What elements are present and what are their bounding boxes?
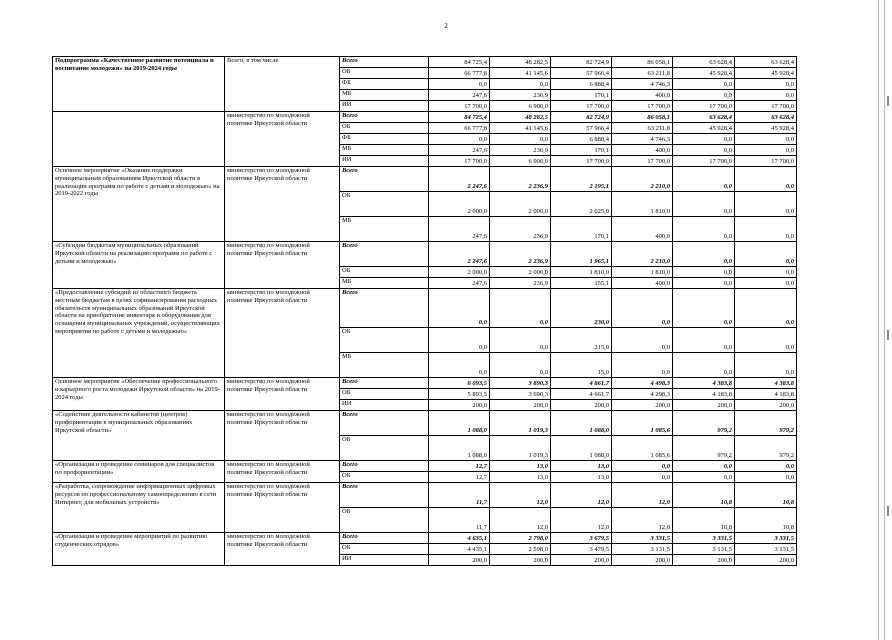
budget-table [52, 56, 797, 566]
funding-source: ФБ [340, 79, 429, 90]
amount-cell: 3 479,5 [551, 544, 612, 555]
amount-cell: 11,7 [429, 483, 490, 508]
funding-source: ОБ [340, 544, 429, 555]
amount-cell: 0,0 [490, 289, 551, 328]
amount-cell: 41 145,6 [490, 68, 551, 79]
amount-cell: 230,0 [551, 289, 612, 328]
amount-cell: 0,0 [673, 289, 735, 328]
executor-name: министерство по молодежной политике Иркутской области [225, 112, 340, 167]
amount-cell: 63 628,4 [735, 112, 797, 123]
activity-name: Основное мероприятие «Обеспечение профессионального и карьерного роста молодежи Иркутской области» на 2019-2024 годы [53, 378, 225, 411]
amount-cell: 236,9 [490, 90, 551, 101]
amount-cell: 57 966,4 [551, 123, 612, 134]
executor-name: министерство по молодежной политике Иркутской области [225, 167, 340, 242]
amount-cell: 979,2 [673, 436, 735, 461]
amount-cell: 0,0 [490, 79, 551, 90]
amount-cell: 236,9 [490, 145, 551, 156]
amount-cell: 12,7 [429, 472, 490, 483]
amount-cell: 1 085,6 [612, 436, 673, 461]
amount-cell: 3 679,5 [551, 533, 612, 544]
amount-cell: 3 331,5 [612, 533, 673, 544]
amount-cell: 86 058,1 [612, 112, 673, 123]
funding-source: МБ [340, 145, 429, 156]
amount-cell: 0,0 [490, 328, 551, 353]
amount-cell: 63 628,4 [673, 112, 735, 123]
funding-source: Всего [340, 461, 429, 472]
table-row [53, 411, 797, 436]
amount-cell: 200,0 [551, 400, 612, 411]
activity-name: «Содействие деятельности кабинетов (центров) профориентации в муниципальных образованиях Иркутской области» [53, 411, 225, 461]
amount-cell: 400,0 [612, 90, 673, 101]
amount-cell: 12,0 [490, 483, 551, 508]
funding-source: Всего [340, 483, 429, 508]
amount-cell: 57 966,4 [551, 68, 612, 79]
amount-cell: 13,0 [551, 461, 612, 472]
budget-table-body [53, 57, 797, 566]
amount-cell: 17 700,0 [612, 156, 673, 167]
amount-cell: 13,0 [551, 472, 612, 483]
table-row [53, 461, 797, 472]
funding-source: ОБ [340, 68, 429, 79]
amount-cell: 200,0 [429, 555, 490, 566]
amount-cell: 1 810,0 [612, 267, 673, 278]
executor-name: министерство по молодежной политике Иркутской области [225, 483, 340, 533]
amount-cell: 200,0 [490, 400, 551, 411]
amount-cell: 3 131,5 [612, 544, 673, 555]
amount-cell: 0,0 [735, 289, 797, 328]
amount-cell: 4 183,8 [673, 389, 735, 400]
amount-cell: 0,0 [735, 192, 797, 217]
amount-cell: 0,0 [612, 353, 673, 378]
amount-cell: 2 000,0 [490, 267, 551, 278]
amount-cell: 0,0 [429, 134, 490, 145]
executor-name: Всего, в том числе [225, 57, 340, 112]
executor-name: министерство по молодежной политике Иркутской области [225, 461, 340, 483]
funding-source: МБ [340, 278, 429, 289]
amount-cell: 200,0 [612, 555, 673, 566]
amount-cell: 0,0 [735, 167, 797, 192]
amount-cell: 2 025,0 [551, 192, 612, 217]
amount-cell: 17 700,0 [551, 156, 612, 167]
amount-cell: 3 331,5 [673, 533, 735, 544]
amount-cell: 247,6 [429, 90, 490, 101]
funding-source: Всего [340, 378, 429, 389]
amount-cell: 17 700,0 [551, 101, 612, 112]
funding-source: ОБ [340, 267, 429, 278]
amount-cell: 200,0 [735, 555, 797, 566]
funding-source: ФБ [340, 134, 429, 145]
activity-name: Подпрограмма «Качественное развитие потенциала и воспитание молодежи» на 2019-2024 годы [53, 57, 225, 112]
amount-cell: 0,0 [735, 217, 797, 242]
amount-cell: 2 247,6 [429, 242, 490, 267]
executor-name: министерство по молодежной политике Иркутской области [225, 533, 340, 566]
amount-cell: 4 498,3 [612, 378, 673, 389]
amount-cell: 200,0 [429, 400, 490, 411]
amount-cell: 2 210,0 [612, 167, 673, 192]
executor-name: министерство по молодежной политике Иркутской области [225, 411, 340, 461]
amount-cell: 170,1 [551, 217, 612, 242]
activity-name: «Предоставление субсидий из областного бюджета местным бюджетам в целях софинансирования расходных обязательств муниципальных образований Иркутской области на приобретение инвентаря и оборудования для оснащения муниципальных учреждений, осуществляющих мероприятия по работе с детьми и молодежью» [53, 289, 225, 378]
activity-name [53, 112, 225, 167]
amount-cell: 200,0 [735, 400, 797, 411]
amount-cell: 2 598,0 [490, 544, 551, 555]
amount-cell: 13,0 [490, 461, 551, 472]
amount-cell: 17 700,0 [735, 101, 797, 112]
amount-cell: 979,2 [735, 436, 797, 461]
amount-cell: 0,0 [673, 242, 735, 267]
amount-cell: 0,0 [735, 145, 797, 156]
amount-cell: 0,0 [673, 90, 735, 101]
amount-cell: 170,1 [551, 90, 612, 101]
amount-cell: 0,0 [673, 267, 735, 278]
funding-source: МБ [340, 217, 429, 242]
amount-cell: 247,6 [429, 278, 490, 289]
amount-cell: 0,0 [429, 79, 490, 90]
amount-cell: 17 700,0 [735, 156, 797, 167]
amount-cell: 1 088,0 [551, 436, 612, 461]
funding-source: Всего [340, 242, 429, 267]
activity-name: Основное мероприятие «Оказание поддержки муниципальным образованиям Иркутской области в реализации программ по работе с детьми и молодежью» на 2019-2022 годы [53, 167, 225, 242]
funding-source: ОБ [340, 508, 429, 533]
amount-cell: 4 183,8 [735, 389, 797, 400]
amount-cell: 0,0 [673, 472, 735, 483]
amount-cell: 66 777,8 [429, 123, 490, 134]
amount-cell: 10,8 [673, 483, 735, 508]
table-row [53, 533, 797, 544]
amount-cell: 15,0 [551, 353, 612, 378]
amount-cell: 48 282,5 [490, 112, 551, 123]
amount-cell: 45 928,4 [673, 123, 735, 134]
amount-cell: 170,1 [551, 145, 612, 156]
amount-cell: 10,8 [673, 508, 735, 533]
funding-source: ИИ [340, 400, 429, 411]
amount-cell: 84 725,4 [429, 57, 490, 68]
amount-cell: 6 900,0 [490, 156, 551, 167]
funding-source: ОБ [340, 389, 429, 400]
amount-cell: 979,2 [735, 411, 797, 436]
amount-cell: 0,0 [673, 278, 735, 289]
amount-cell: 200,0 [673, 400, 735, 411]
amount-cell: 979,2 [673, 411, 735, 436]
amount-cell: 12,0 [490, 508, 551, 533]
amount-cell: 4 383,8 [735, 378, 797, 389]
amount-cell: 12,0 [551, 508, 612, 533]
amount-cell: 2 798,0 [490, 533, 551, 544]
amount-cell: 1 965,1 [551, 242, 612, 267]
funding-source: ОБ [340, 436, 429, 461]
amount-cell: 84 725,4 [429, 112, 490, 123]
amount-cell: 2 195,1 [551, 167, 612, 192]
amount-cell: 200,0 [673, 555, 735, 566]
amount-cell: 4 635,1 [429, 533, 490, 544]
amount-cell: 6 888,4 [551, 134, 612, 145]
amount-cell: 63 211,8 [612, 68, 673, 79]
amount-cell: 10,8 [735, 483, 797, 508]
amount-cell: 0,0 [490, 134, 551, 145]
amount-cell: 0,0 [673, 79, 735, 90]
amount-cell: 63 628,4 [673, 57, 735, 68]
amount-cell: 1 088,0 [429, 411, 490, 436]
amount-cell: 1 085,6 [612, 411, 673, 436]
scan-edge-line [878, 0, 879, 640]
funding-source: Всего [340, 289, 429, 328]
funding-source: ИИ [340, 101, 429, 112]
executor-name: министерство по молодежной политике Иркутской области [225, 242, 340, 289]
amount-cell: 4 861,7 [551, 378, 612, 389]
amount-cell: 0,0 [612, 328, 673, 353]
amount-cell: 0,0 [612, 472, 673, 483]
amount-cell: 82 724,9 [551, 57, 612, 68]
amount-cell: 12,0 [612, 508, 673, 533]
amount-cell: 3 690,3 [490, 389, 551, 400]
funding-source: Всего [340, 57, 429, 68]
amount-cell: 5 893,5 [429, 389, 490, 400]
amount-cell: 3 131,5 [735, 544, 797, 555]
amount-cell: 0,0 [429, 328, 490, 353]
amount-cell: 247,6 [429, 145, 490, 156]
amount-cell: 0,0 [673, 134, 735, 145]
amount-cell: 236,9 [490, 278, 551, 289]
executor-name: министерство по молодежной политике Иркутской области [225, 289, 340, 378]
funding-source: ИИ [340, 156, 429, 167]
table-row [53, 242, 797, 267]
amount-cell: 3 890,3 [490, 378, 551, 389]
amount-cell: 17 700,0 [612, 101, 673, 112]
amount-cell: 2 000,0 [490, 192, 551, 217]
amount-cell: 215,0 [551, 328, 612, 353]
amount-cell: 0,0 [735, 353, 797, 378]
amount-cell: 11,7 [429, 508, 490, 533]
amount-cell: 13,0 [490, 472, 551, 483]
amount-cell: 1 019,3 [490, 436, 551, 461]
amount-cell: 10,8 [735, 508, 797, 533]
amount-cell: 1 088,0 [429, 436, 490, 461]
amount-cell: 200,0 [551, 555, 612, 566]
amount-cell: 2 236,9 [490, 242, 551, 267]
activity-name: «Разработка, сопровождение информационных цифровых ресурсов по профессиональному самоопределению в сети Интернет, для мобильных устройств» [53, 483, 225, 533]
funding-source: Всего [340, 112, 429, 123]
amount-cell: 0,0 [735, 90, 797, 101]
amount-cell: 0,0 [612, 289, 673, 328]
table-row [53, 378, 797, 389]
amount-cell: 0,0 [735, 328, 797, 353]
amount-cell: 2 000,0 [429, 267, 490, 278]
amount-cell: 200,0 [490, 555, 551, 566]
amount-cell: 0,0 [735, 79, 797, 90]
amount-cell: 0,0 [612, 461, 673, 472]
amount-cell: 247,6 [429, 217, 490, 242]
amount-cell: 0,0 [735, 242, 797, 267]
activity-name: «Организация и проведение мероприятий по развитию студенческих отрядов» [53, 533, 225, 566]
scan-edge-line [884, 0, 885, 640]
amount-cell: 1 810,0 [551, 267, 612, 278]
funding-source: Всего [340, 411, 429, 436]
amount-cell: 12,0 [612, 483, 673, 508]
amount-cell: 400,0 [612, 278, 673, 289]
amount-cell: 4 661,7 [551, 389, 612, 400]
amount-cell: 86 058,1 [612, 57, 673, 68]
amount-cell: 2 210,0 [612, 242, 673, 267]
funding-source: ОБ [340, 192, 429, 217]
amount-cell: 48 282,5 [490, 57, 551, 68]
amount-cell: 400,0 [612, 145, 673, 156]
executor-name: министерство по молодежной политике Иркутской области [225, 378, 340, 411]
amount-cell: 0,0 [490, 353, 551, 378]
funding-source: ИИ [340, 555, 429, 566]
amount-cell: 0,0 [673, 328, 735, 353]
amount-cell: 4 298,3 [612, 389, 673, 400]
amount-cell: 2 247,6 [429, 167, 490, 192]
amount-cell: 0,0 [673, 145, 735, 156]
amount-cell: 17 700,0 [673, 101, 735, 112]
amount-cell: 41 145,6 [490, 123, 551, 134]
amount-cell: 1 088,0 [551, 411, 612, 436]
amount-cell: 0,0 [673, 353, 735, 378]
amount-cell: 0,0 [673, 461, 735, 472]
amount-cell: 4 746,3 [612, 134, 673, 145]
amount-cell: 63 628,4 [735, 57, 797, 68]
amount-cell: 82 724,9 [551, 112, 612, 123]
scan-mark [887, 506, 889, 516]
amount-cell: 4 746,3 [612, 79, 673, 90]
amount-cell: 66 777,8 [429, 68, 490, 79]
table-row [53, 57, 797, 68]
amount-cell: 0,0 [673, 192, 735, 217]
amount-cell: 6 888,4 [551, 79, 612, 90]
amount-cell: 400,0 [612, 217, 673, 242]
amount-cell: 45 928,4 [735, 68, 797, 79]
amount-cell: 17 700,0 [673, 156, 735, 167]
funding-source: Всего [340, 167, 429, 192]
scan-mark [887, 330, 889, 340]
amount-cell: 155,1 [551, 278, 612, 289]
amount-cell: 0,0 [735, 472, 797, 483]
amount-cell: 0,0 [429, 353, 490, 378]
activity-name: «Субсидии бюджетам муниципальных образований Иркутской области на реализацию программ по работе с детьми и молодежью» [53, 242, 225, 289]
amount-cell: 12,0 [551, 483, 612, 508]
amount-cell: 12,7 [429, 461, 490, 472]
scan-mark [887, 96, 889, 106]
funding-source: ОБ [340, 123, 429, 134]
activity-name: «Организация и проведение семинаров для специалистов по профориентации» [53, 461, 225, 483]
amount-cell: 0,0 [735, 278, 797, 289]
table-row [53, 112, 797, 123]
funding-source: ОБ [340, 472, 429, 483]
amount-cell: 0,0 [429, 289, 490, 328]
amount-cell: 6 093,5 [429, 378, 490, 389]
funding-source: Всего [340, 533, 429, 544]
funding-source: ОБ [340, 328, 429, 353]
page-number: 2 [444, 22, 448, 30]
amount-cell: 2 236,9 [490, 167, 551, 192]
table-row [53, 167, 797, 192]
amount-cell: 63 211,8 [612, 123, 673, 134]
amount-cell: 200,0 [612, 400, 673, 411]
amount-cell: 1 810,0 [612, 192, 673, 217]
amount-cell: 4 383,8 [673, 378, 735, 389]
amount-cell: 4 435,1 [429, 544, 490, 555]
amount-cell: 1 019,3 [490, 411, 551, 436]
amount-cell: 0,0 [673, 217, 735, 242]
amount-cell: 0,0 [735, 267, 797, 278]
table-row [53, 483, 797, 508]
amount-cell: 0,0 [735, 134, 797, 145]
funding-source: МБ [340, 353, 429, 378]
amount-cell: 3 131,5 [673, 544, 735, 555]
amount-cell: 6 900,0 [490, 101, 551, 112]
amount-cell: 45 928,4 [735, 123, 797, 134]
amount-cell: 17 700,0 [429, 101, 490, 112]
amount-cell: 0,0 [673, 167, 735, 192]
amount-cell: 2 000,0 [429, 192, 490, 217]
table-row [53, 289, 797, 328]
funding-source: МБ [340, 90, 429, 101]
amount-cell: 45 928,4 [673, 68, 735, 79]
amount-cell: 0,0 [735, 461, 797, 472]
amount-cell: 17 700,0 [429, 156, 490, 167]
amount-cell: 3 331,5 [735, 533, 797, 544]
amount-cell: 236,9 [490, 217, 551, 242]
